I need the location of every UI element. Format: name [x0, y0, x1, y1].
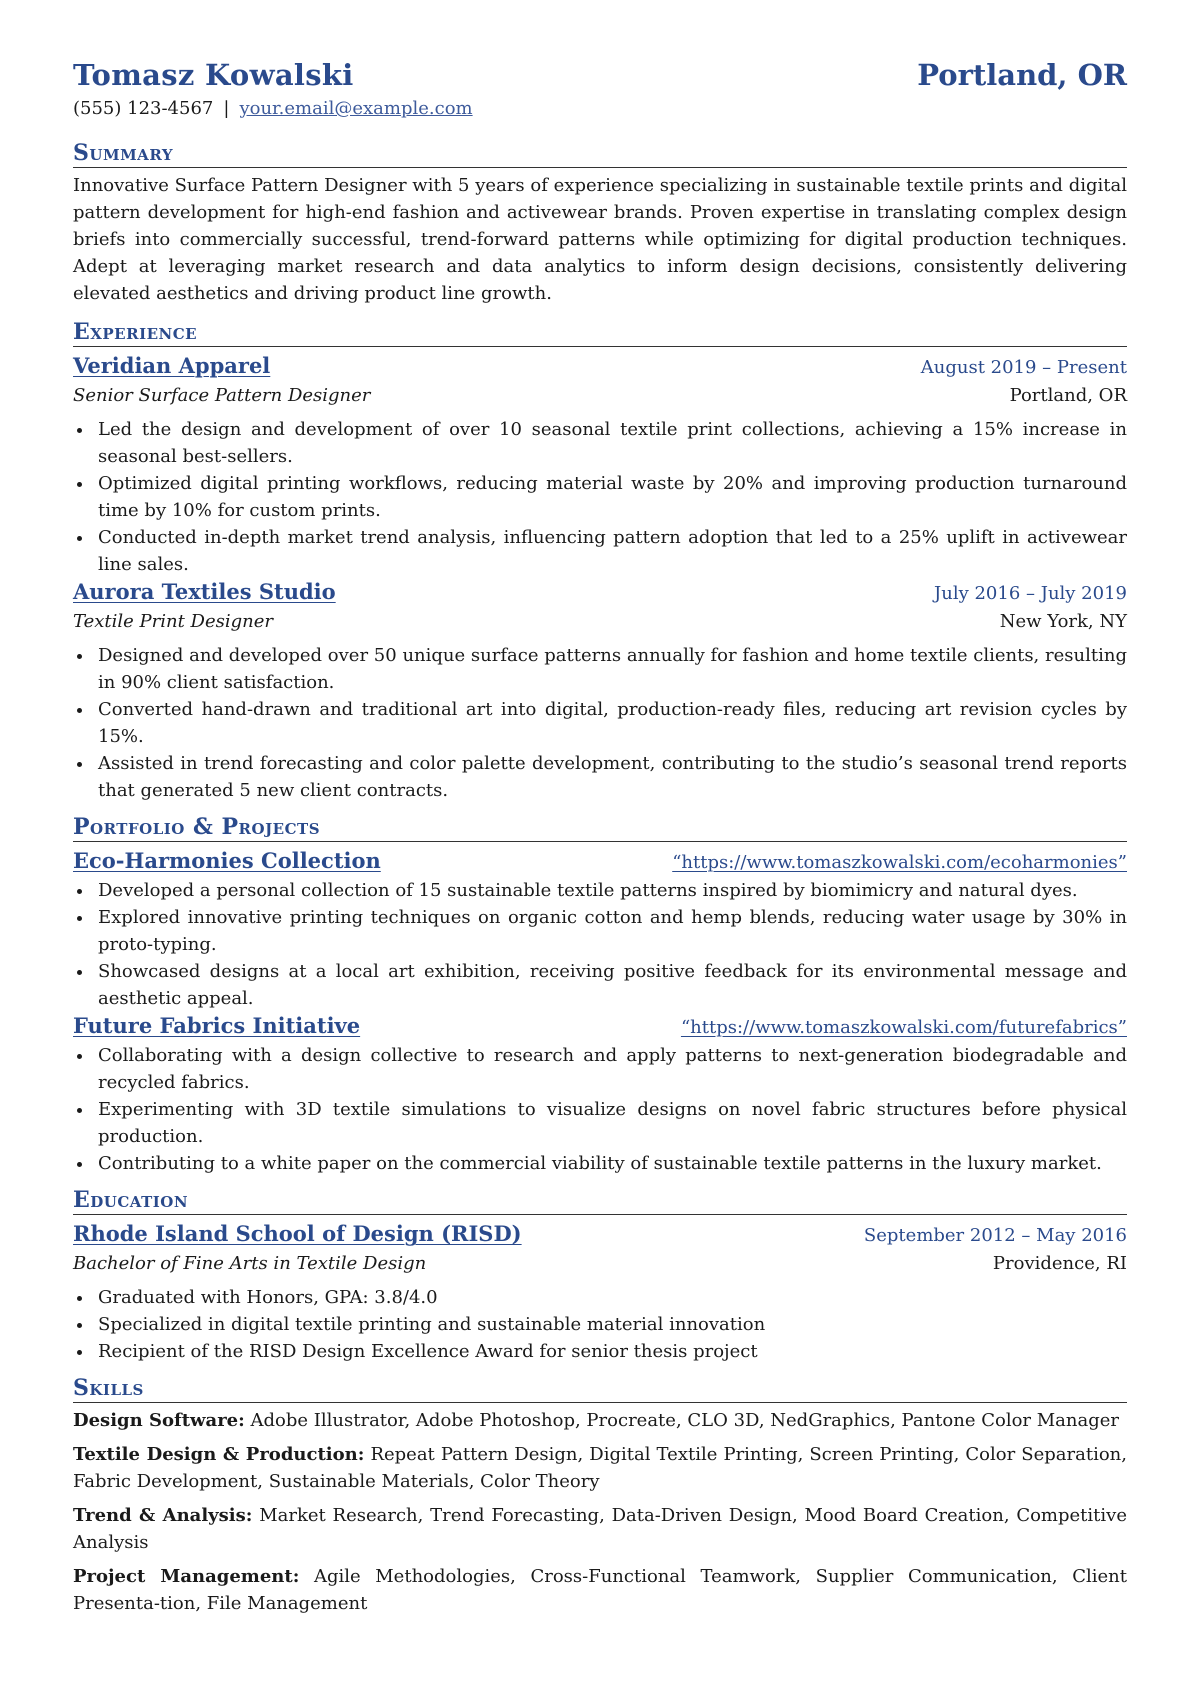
- skill-group: [73, 1407, 1127, 1434]
- skills-list: [73, 1407, 1127, 1617]
- job-bullets: [73, 416, 1127, 578]
- job-bullets: [73, 642, 1127, 804]
- bullet-item: Led the design and development of over 10 seasonal textile print collections, achieving a 15% increase in seasonal best-sellers.: [98, 416, 1127, 470]
- education-bullets: [73, 1284, 1127, 1365]
- education-location: Providence, RI: [992, 1253, 1127, 1274]
- skill-group: [73, 1502, 1127, 1556]
- summary-text: Innovative Surface Pattern Designer with 5 years of experience specializing in sustainable textile prints and digital pattern development for high-end fashion and activewear brands. Proven expertise in translating complex design briefs into commercially successful, trend-forward patterns while optimizing for digital production techniques. Adept at leveraging market research and data analytics to inform design decisions, consistently delivering elevated aesthetics and driving product line growth.: [73, 175, 1127, 304]
- job-role: Senior Surface Pattern Designer: [73, 385, 371, 406]
- bullet-item: Showcased designs at a local art exhibition, receiving positive feedback for its environmental message and aesthetic appeal.: [98, 958, 1127, 1012]
- project-link[interactable]: “https://www.tomaszkowalski.com/ecoharmonies”: [672, 852, 1127, 873]
- project-name[interactable]: Eco-Harmonies Collection: [73, 848, 381, 873]
- phone-number: (555) 123-4567: [73, 98, 214, 119]
- project-entry: [73, 1012, 1127, 1177]
- job-location: New York, NY: [999, 611, 1127, 632]
- skill-group-text: Adobe Illustrator, Adobe Photoshop, Procreate, CLO 3D, NedGraphics, Pantone Color Manager: [250, 1410, 1120, 1431]
- bullet-item: Optimized digital printing workflows, reducing material waste by 20% and improving production turnaround time by 10% for custom prints.: [98, 470, 1127, 524]
- skill-group-label: Trend & Analysis:: [73, 1505, 253, 1526]
- skill-group-text: Market Research, Trend Forecasting, Data-Driven Design, Mood Board Creation, Competitive Analysis: [73, 1505, 1127, 1553]
- bullet-item: Collaborating with a design collective to research and apply patterns to next-generation biodegradable and recycled fabrics.: [98, 1042, 1127, 1096]
- job-entry: [73, 352, 1127, 578]
- section-title-skills: Skills: [73, 1375, 1127, 1403]
- bullet-item: Explored innovative printing techniques on organic cotton and hemp blends, reducing water usage by 30% in proto-typing.: [98, 904, 1127, 958]
- candidate-location: Portland, OR: [917, 58, 1127, 92]
- skill-group-label: Textile Design & Production:: [73, 1444, 365, 1465]
- contact-separator: |: [223, 98, 230, 119]
- bullet-item: Contributing to a white paper on the commercial viability of sustainable textile patterns in the luxury market.: [98, 1150, 1127, 1177]
- section-title-summary: Summary: [73, 140, 1127, 168]
- section-title-projects: Portfolio & Projects: [73, 814, 1127, 842]
- contact-line: [73, 98, 1127, 124]
- resume-header: [73, 58, 1127, 92]
- skill-group: [73, 1441, 1127, 1495]
- company-name[interactable]: Veridian Apparel: [73, 353, 271, 378]
- school-name[interactable]: Rhode Island School of Design (RISD): [73, 1221, 522, 1246]
- project-link[interactable]: “https://www.tomaszkowalski.com/futurefabrics”: [680, 1017, 1127, 1038]
- section-title-experience: Experience: [73, 319, 1127, 347]
- project-entry: [73, 847, 1127, 1012]
- project-bullets: [73, 1042, 1127, 1177]
- skill-group-label: Design Software:: [73, 1410, 245, 1431]
- education-entry: [73, 1220, 1127, 1365]
- bullet-item: Developed a personal collection of 15 sustainable textile patterns inspired by biomimicry and natural dyes.: [98, 877, 1127, 904]
- bullet-item: Converted hand-drawn and traditional art into digital, production-ready files, reducing art revision cycles by 15%.: [98, 696, 1127, 750]
- bullet-item: Experimenting with 3D textile simulations to visualize designs on novel fabric structures before physical production.: [98, 1096, 1127, 1150]
- bullet-item: Specialized in digital textile printing and sustainable material innovation: [98, 1311, 1127, 1338]
- job-role: Textile Print Designer: [73, 611, 274, 632]
- job-dates: August 2019 – Present: [920, 357, 1127, 378]
- skill-group-text: Repeat Pattern Design, Digital Textile Printing, Screen Printing, Color Separation, Fabric Development, Sustainable Materials, Color Theory: [73, 1444, 1127, 1492]
- job-dates: July 2016 – July 2019: [934, 583, 1127, 604]
- job-entry: [73, 578, 1127, 804]
- degree-title: Bachelor of Fine Arts in Textile Design: [73, 1253, 427, 1274]
- education-dates: September 2012 – May 2016: [863, 1225, 1127, 1246]
- bullet-item: Recipient of the RISD Design Excellence Award for senior thesis project: [98, 1338, 1127, 1365]
- project-name[interactable]: Future Fabrics Initiative: [73, 1013, 361, 1038]
- bullet-item: Designed and developed over 50 unique surface patterns annually for fashion and home textile clients, resulting in 90% client satisfaction.: [98, 642, 1127, 696]
- candidate-name: Tomasz Kowalski: [73, 58, 354, 92]
- company-name[interactable]: Aurora Textiles Studio: [73, 579, 336, 604]
- bullet-item: Assisted in trend forecasting and color palette development, contributing to the studio’s seasonal trend reports that generated 5 new client contracts.: [98, 750, 1127, 804]
- email-link[interactable]: your.email@example.com: [239, 98, 473, 119]
- resume-page: [73, 58, 1127, 1617]
- skill-group-label: Project Management:: [73, 1566, 300, 1587]
- section-title-education: Education: [73, 1187, 1127, 1215]
- job-location: Portland, OR: [1009, 385, 1127, 406]
- project-bullets: [73, 877, 1127, 1012]
- bullet-item: Graduated with Honors, GPA: 3.8/4.0: [98, 1284, 1127, 1311]
- bullet-item: Conducted in-depth market trend analysis, influencing pattern adoption that led to a 25% uplift in activewear line sales.: [98, 524, 1127, 578]
- skill-group: [73, 1563, 1127, 1617]
- skill-group-text: Agile Methodologies, Cross-Functional Teamwork, Supplier Communication, Client Presenta-tion, File Management: [73, 1566, 1127, 1614]
